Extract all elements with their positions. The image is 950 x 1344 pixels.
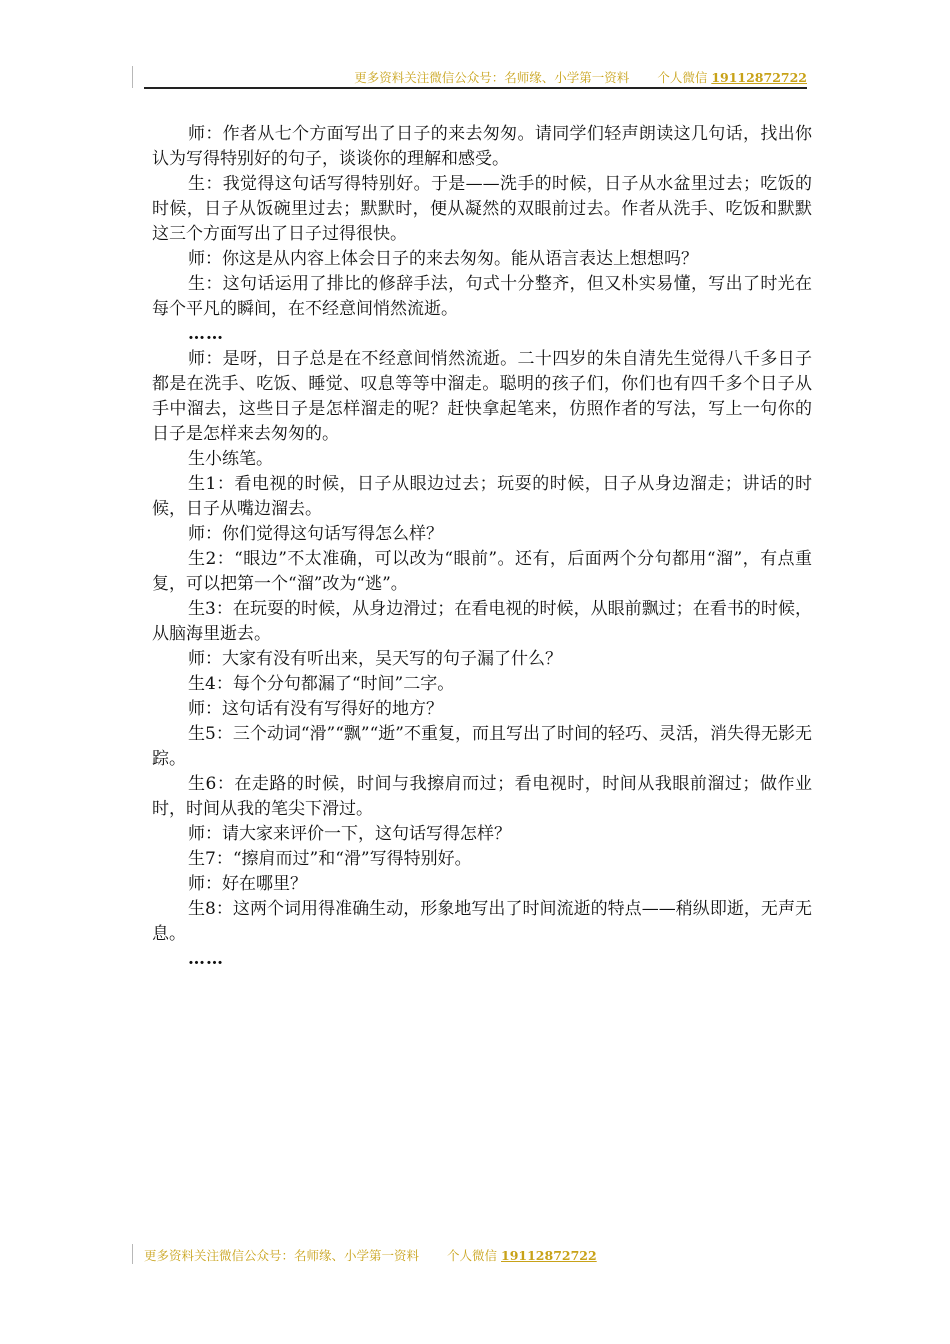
paragraph: 生8：这两个词用得准确生动，形象地写出了时间流逝的特点——稍纵即逝，无声无息。 [152, 899, 812, 944]
footer-margin-tick [132, 1244, 133, 1264]
paragraph: 生7：“擦肩而过”和“滑”写得特别好。 [188, 849, 472, 869]
page-header [144, 68, 807, 86]
paragraph: 师：你们觉得这句话写得怎么样？ [188, 524, 443, 544]
paragraph: 师：大家有没有听出来，吴天写的句子漏了什么？ [188, 649, 562, 669]
document-body [152, 122, 812, 972]
paragraph: 生1：看电视的时候，日子从眼边过去；玩耍的时候，日子从身边溜走；讲话的时候，日子从嘴边溜去。 [152, 474, 812, 519]
footer-wechat-label: 个人微信 [447, 1248, 498, 1263]
paragraph: 生5：三个动词“滑”“飘”“逝”不重复，而且写出了时间的轻巧、灵活，消失得无影无踪。 [152, 724, 812, 769]
paragraph: 生4：每个分句都漏了“时间”二字。 [188, 674, 455, 694]
header-rule [144, 87, 807, 89]
ellipsis-paragraph: …… [188, 949, 224, 969]
paragraph: 师：作者从七个方面写出了日子的来去匆匆。请同学们轻声朗读这几句话，找出你认为写得特别好的句子，谈谈你的理解和感受。 [152, 124, 812, 169]
header-promo-text: 更多资料关注微信公众号：名师缘、小学第一资料 [354, 70, 630, 85]
paragraph: 师：是呀，日子总是在不经意间悄然流逝。二十四岁的朱自清先生觉得八千多日子都是在洗手、吃饭、睡觉、叹息等等中溜走。聪明的孩子们，你们也有四千多个日子从手中溜去，这些日子是怎样溜走的呢？赶快拿起笔来，仿照作者的写法，写上一句你的日子是怎样来去匆匆的。 [152, 349, 812, 444]
paragraph: 师：好在哪里？ [188, 874, 307, 894]
paragraph: 师：你这是从内容上体会日子的来去匆匆。能从语言表达上想想吗？ [188, 249, 698, 269]
header-phone-link[interactable]: 19112872722 [711, 70, 807, 85]
paragraph: 师：请大家来评价一下，这句话写得怎样？ [188, 824, 511, 844]
paragraph: 生：我觉得这句话写得特别好。于是——洗手的时候，日子从水盆里过去；吃饭的时候，日子从饭碗里过去；默默时，便从凝然的双眼前过去。作者从洗手、吃饭和默默这三个方面写出了日子过得很快。 [152, 174, 812, 244]
paragraph: 生3：在玩耍的时候，从身边滑过；在看电视的时候，从眼前飘过；在看书的时候，从脑海里逝去。 [152, 599, 812, 644]
ellipsis-paragraph: …… [188, 324, 224, 344]
footer-phone-link[interactable]: 19112872722 [501, 1248, 597, 1263]
paragraph: 生6：在走路的时候，时间与我擦肩而过；看电视时，时间从我眼前溜过；做作业时，时间从我的笔尖下滑过。 [152, 774, 812, 819]
paragraph: 生2：“眼边”不太准确，可以改为“眼前”。还有，后面两个分句都用“溜”，有点重复，可以把第一个“溜”改为“逃”。 [152, 549, 812, 594]
paragraph: 生小练笔。 [188, 449, 273, 469]
paragraph: 师：这句话有没有写得好的地方？ [188, 699, 443, 719]
header-margin-tick [132, 66, 133, 88]
paragraph: 生：这句话运用了排比的修辞手法，句式十分整齐，但又朴实易懂，写出了时光在每个平凡的瞬间，在不经意间悄然流逝。 [152, 274, 812, 319]
footer-promo-text: 更多资料关注微信公众号：名师缘、小学第一资料 [144, 1248, 420, 1263]
page-footer [144, 1246, 597, 1264]
header-wechat-label: 个人微信 [657, 70, 708, 85]
